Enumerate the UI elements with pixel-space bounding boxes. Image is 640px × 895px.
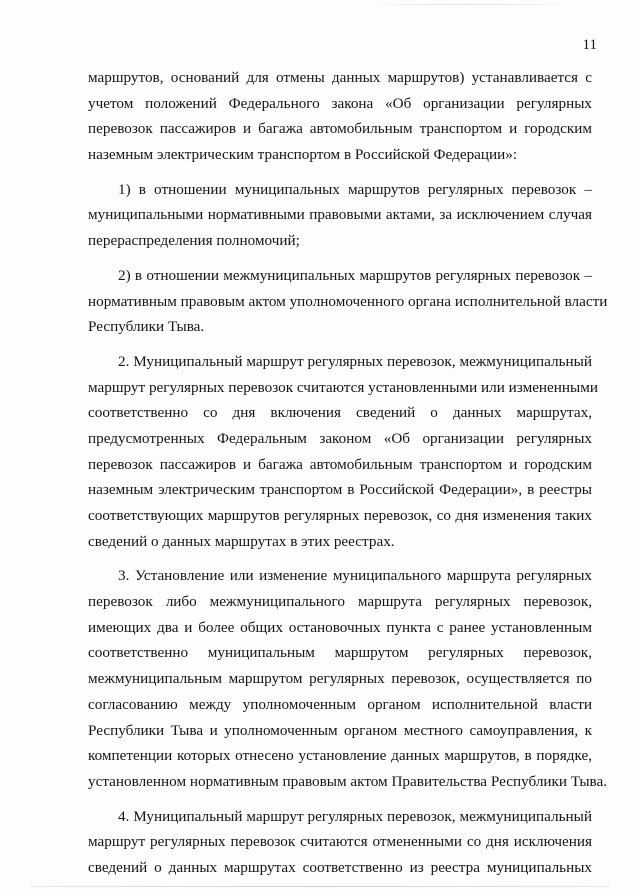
paragraph-gap bbox=[88, 168, 592, 177]
text-line: сведений о данных маршрутах в этих реестрах. bbox=[88, 532, 395, 550]
text-line: соответствующих маршрутов регулярных перевозок, со дня изменения таких bbox=[88, 507, 592, 524]
scan-artifact-bottom bbox=[30, 886, 610, 887]
text-line: установленном нормативным правовым актом Правительства Республики Тыва. bbox=[88, 772, 608, 790]
text-line: маршрут регулярных перевозок считаются отмененными со дня исключения bbox=[88, 833, 592, 851]
document-body bbox=[88, 65, 608, 881]
text-line: перевозок либо межмуниципального маршрута регулярных перевозок, bbox=[88, 593, 592, 611]
text-line: Республики Тыва. bbox=[88, 318, 205, 336]
text-line: муниципальными нормативными правовыми актами, за исключением случая bbox=[88, 206, 592, 224]
text-line: 1) в отношении муниципальных маршрутов регулярных перевозок – bbox=[118, 180, 592, 198]
text-line: 3. Установление или изменение муниципального маршрута регулярных bbox=[118, 567, 592, 585]
text-line: учетом положений Федерального закона «Об организации регулярных bbox=[88, 94, 592, 112]
text-line: наземным электрическим транспортом в Российской Федерации», в реестры bbox=[88, 481, 592, 499]
text-line: нормативным правовым актом уполномоченного органа исполнительной власти bbox=[88, 292, 608, 310]
text-line: 2. Муниципальный маршрут регулярных перевозок, межмуниципальный bbox=[118, 352, 592, 370]
text-line: соответственно со дня включения сведений о данных маршрутах, bbox=[88, 404, 592, 422]
text-line: предусмотренных Федеральным законом «Об организации регулярных bbox=[88, 429, 592, 447]
text-line: наземным электрическим транспортом в Российской Федерации»: bbox=[88, 146, 518, 164]
paragraph-gap bbox=[88, 795, 592, 804]
text-line: сведений о данных маршрутах соответственно из реестра муниципальных bbox=[88, 858, 592, 876]
text-line: имеющих два и более общих остановочных пункта с ранее установленным bbox=[88, 618, 592, 636]
text-line: межмуниципальным маршрутом регулярных перевозок, осуществляется по bbox=[88, 670, 592, 688]
page-number: 11 bbox=[582, 37, 597, 53]
text-line: согласованию между уполномоченным органом исполнительной власти bbox=[88, 695, 592, 713]
text-line: перевозок пассажиров и багажа автомобильным транспортом и городским bbox=[88, 455, 592, 473]
text-line: Республики Тыва и уполномоченным органом местного самоуправления, к bbox=[88, 721, 592, 739]
text-line: соответственно муниципальным маршрутом регулярных перевозок, bbox=[88, 644, 592, 662]
scan-artifact-top bbox=[380, 4, 560, 5]
text-line: маршрут регулярных перевозок считаются установленными или измененными bbox=[88, 378, 598, 396]
text-line: перераспределения полномочий; bbox=[88, 232, 300, 250]
text-line: перевозок пассажиров и багажа автомобильным транспортом и городским bbox=[88, 120, 592, 138]
paragraph-gap bbox=[88, 554, 592, 563]
text-line: маршрутов, оснований для отмены данных маршрутов) устанавливается с bbox=[88, 69, 592, 86]
text-line: компетенции которых отнесено установление данных маршрутов, в порядке, bbox=[88, 747, 592, 765]
paragraph-gap bbox=[88, 340, 592, 349]
text-line: 4. Муниципальный маршрут регулярных перевозок, межмуниципальный bbox=[118, 807, 592, 825]
text-line: 2) в отношении межмуниципальных маршрутов регулярных перевозок – bbox=[118, 266, 592, 284]
paragraph-gap bbox=[88, 254, 592, 263]
